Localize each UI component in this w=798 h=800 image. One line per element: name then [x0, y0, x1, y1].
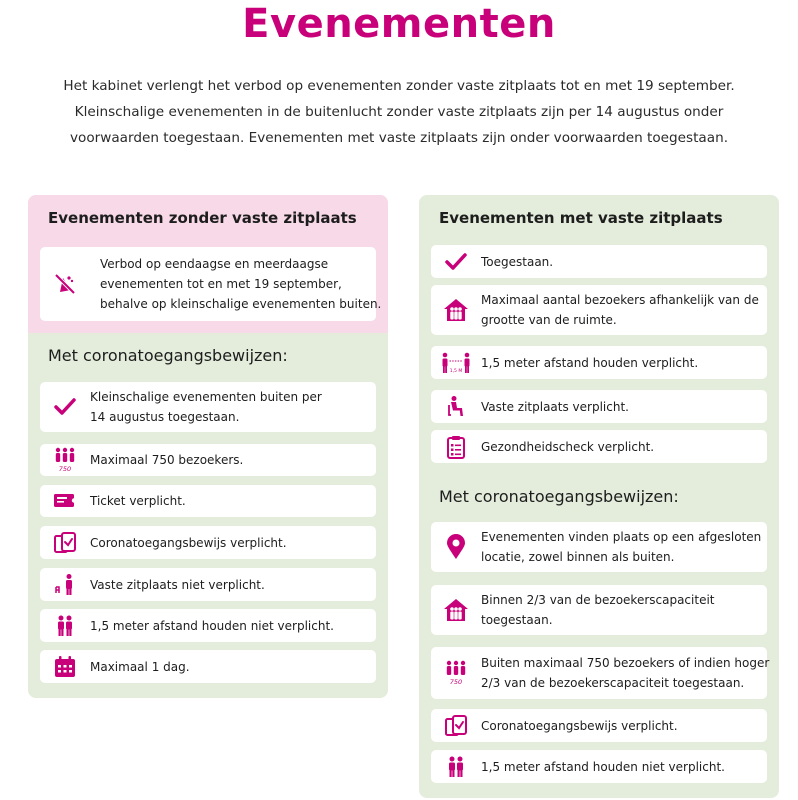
list-item	[431, 430, 767, 463]
group-count-label: 750	[449, 678, 463, 686]
card-text: Ticket verplicht.	[90, 494, 186, 508]
list-item	[431, 750, 767, 783]
no-event-icon	[52, 272, 78, 296]
intro-line: voorwaarden toegestaan. Evenementen met vaste zitplaats zijn onder voorwaarden toegestaan.	[69, 130, 729, 146]
location-pin-icon	[443, 535, 469, 559]
list-item	[40, 526, 376, 559]
phone-check-icon	[52, 531, 78, 555]
people-close-icon	[443, 755, 469, 779]
list-item	[40, 609, 376, 642]
list-item	[40, 650, 376, 683]
panel-heading: Evenementen zonder vaste zitplaats	[48, 209, 357, 227]
card-text: Vaste zitplaats niet verplicht.	[90, 577, 265, 592]
list-item	[431, 390, 767, 423]
card-text: Coronatoegangsbewijs verplicht.	[90, 535, 287, 550]
list-item	[431, 285, 767, 335]
card-text: Coronatoegangsbewijs verplicht.	[481, 718, 678, 733]
list-item	[40, 568, 376, 601]
panel-with-seats	[419, 195, 779, 798]
card-text: Binnen 2/3 van de bezoekerscapaciteit	[481, 593, 715, 607]
panel-without-seats	[28, 195, 388, 698]
card-text: locatie, zowel binnen als buiten.	[481, 550, 675, 564]
card-text: 1,5 meter afstand houden niet verplicht.	[90, 618, 334, 633]
page-title: Evenementen	[242, 1, 556, 47]
card-text: 2/3 van de bezoekerscapaciteit toegestaan.	[481, 676, 745, 690]
card-text: Vaste zitplaats verplicht.	[481, 399, 629, 414]
ban-card	[40, 247, 382, 321]
card-text: grootte van de ruimte.	[481, 313, 617, 327]
list-item	[431, 346, 767, 379]
card-text: 1,5 meter afstand houden verplicht.	[481, 355, 699, 370]
card-text: Verbod op eendaagse en meerdaagse	[100, 257, 329, 271]
card-text: 1,5 meter afstand houden niet verplicht.	[481, 759, 725, 774]
card-text: Maximaal 1 dag.	[90, 659, 190, 674]
distance-icon	[441, 351, 471, 375]
intro-line: Kleinschalige evenementen in de buitenlucht zonder vaste zitplaats zijn per 14 augustus onder	[74, 104, 724, 120]
phone-check-icon	[443, 714, 469, 738]
section-subheading: Met coronatoegangsbewijzen:	[439, 487, 679, 506]
list-item	[431, 709, 767, 742]
distance-label: 1,5 M	[449, 368, 463, 374]
calendar-icon	[52, 655, 78, 679]
intro-text	[60, 73, 738, 151]
house-people-icon	[443, 598, 469, 622]
list-item	[40, 485, 376, 517]
seated-person-icon	[443, 395, 469, 419]
card-text: 14 augustus toegestaan.	[90, 410, 240, 424]
group-750-icon	[52, 448, 78, 472]
card-text: Evenementen vinden plaats op een afgesloten	[481, 530, 762, 544]
list-item	[431, 245, 767, 278]
checkmark-icon	[52, 395, 78, 419]
ticket-icon	[52, 489, 78, 513]
clipboard-icon	[443, 435, 469, 459]
list-item	[431, 522, 767, 572]
card-text: Maximaal aantal bezoekers afhankelijk van de	[481, 293, 759, 307]
card-text: Maximaal 750 bezoekers.	[90, 453, 244, 467]
card-text: Buiten maximaal 750 bezoekers of indien hoger	[481, 656, 770, 670]
panel-heading: Evenementen met vaste zitplaats	[439, 209, 723, 227]
card-text: toegestaan.	[481, 613, 553, 627]
group-count-label: 750	[58, 465, 72, 473]
card-text: evenementen tot en met 19 september,	[100, 277, 342, 291]
intro-line: Het kabinet verlengt het verbod op evenementen zonder vaste zitplaats tot en met 19 september.	[63, 78, 735, 94]
list-item	[431, 585, 767, 635]
people-close-icon	[52, 614, 78, 638]
list-item	[431, 647, 770, 699]
house-people-icon	[443, 298, 469, 322]
card-text: Gezondheidscheck verplicht.	[481, 439, 655, 454]
card-text: Kleinschalige evenementen buiten per	[90, 390, 322, 404]
card-text: behalve op kleinschalige evenementen buiten.	[100, 297, 382, 311]
list-item	[40, 382, 376, 432]
group-750-icon	[443, 661, 469, 685]
card-text: Toegestaan.	[481, 254, 554, 269]
list-item	[40, 444, 376, 476]
section-subheading: Met coronatoegangsbewijzen:	[48, 346, 288, 365]
no-seat-icon	[52, 573, 78, 597]
checkmark-icon	[443, 250, 469, 274]
